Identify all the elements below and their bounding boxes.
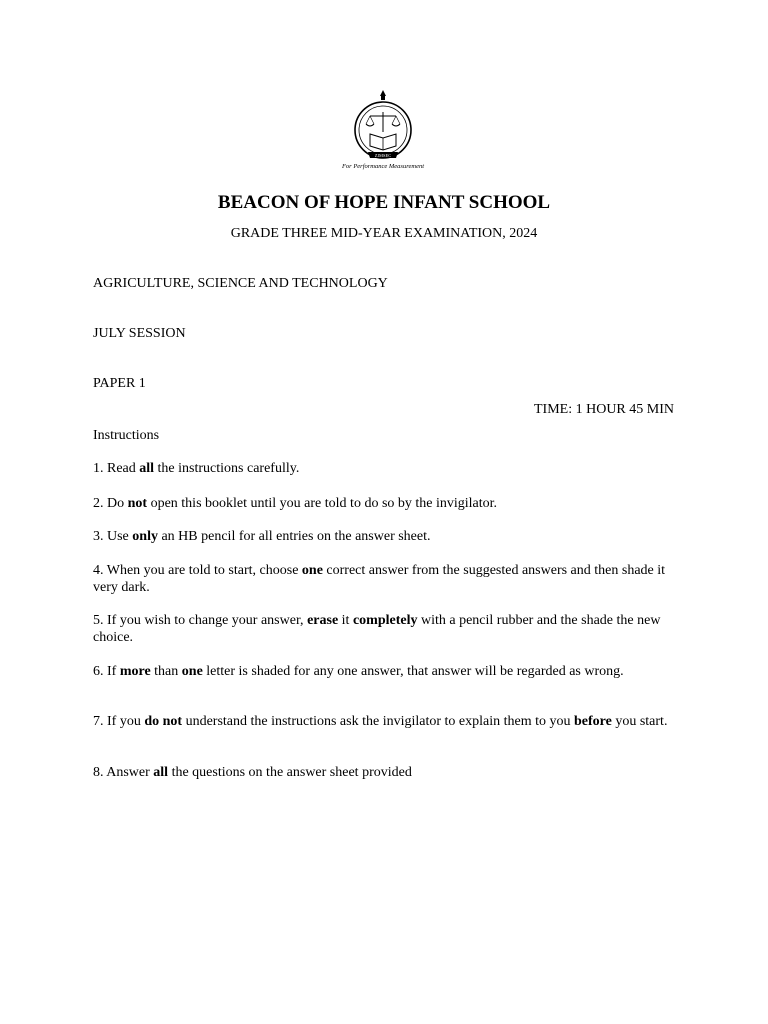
instruction-text: 2. Do	[93, 496, 128, 511]
instruction-text: an HB pencil for all entries on the answer sheet.	[157, 529, 431, 544]
emphasis-text: all	[153, 765, 169, 780]
instruction-item	[93, 495, 683, 512]
instruction-text: 7. If you	[93, 714, 145, 729]
time-allowed: TIME: 1 HOUR 45 MIN	[534, 402, 674, 417]
instruction-text: 1. Read	[93, 461, 140, 476]
emphasis-text: more	[119, 664, 151, 679]
instruction-text: with a pencil rubber and the shade the new choice.	[93, 613, 661, 645]
logo-motto: For Performance Measurement	[341, 163, 425, 170]
instruction-text: 6. If	[93, 664, 120, 679]
instruction-item	[93, 663, 683, 680]
instruction-text: than	[150, 664, 182, 679]
instruction-item	[93, 764, 683, 781]
instruction-text: open this booklet until you are told to do so by the invigilator.	[147, 496, 498, 511]
instruction-text: 4. When you are told to start, choose	[93, 563, 302, 578]
exam-title: GRADE THREE MID-YEAR EXAMINATION, 2024	[230, 226, 538, 241]
instructions-heading: Instructions	[93, 428, 160, 443]
emphasis-text: completely	[352, 613, 418, 628]
paper-number: PAPER 1	[93, 376, 146, 391]
instruction-text: correct answer from the suggested answers and then shade it very dark.	[93, 563, 666, 595]
exam-session: JULY SESSION	[93, 326, 186, 341]
instruction-text: it	[338, 613, 353, 628]
emphasis-text: one	[301, 563, 323, 578]
emphasis-text: all	[139, 461, 155, 476]
instruction-text: the questions on the answer sheet provided	[168, 765, 412, 780]
instruction-item	[93, 528, 683, 545]
instruction-text: 5. If you wish to change your answer,	[93, 613, 308, 628]
instruction-text: 8. Answer	[93, 765, 154, 780]
subject-name: AGRICULTURE, SCIENCE AND TECHNOLOGY	[93, 276, 388, 291]
logo-badge-text: ZIMSEC	[374, 153, 392, 158]
instruction-item	[93, 460, 683, 477]
emphasis-text: erase	[307, 613, 339, 628]
logo-emblem-icon	[330, 88, 436, 170]
instruction-text: 3. Use	[93, 529, 133, 544]
instruction-text: letter is shaded for any one answer, that answer will be regarded as wrong.	[202, 664, 624, 679]
instruction-item	[93, 713, 683, 730]
instruction-text: the instructions carefully.	[154, 461, 300, 476]
emphasis-text: one	[181, 664, 203, 679]
instruction-text: you start.	[611, 714, 668, 729]
zimsec-logo	[330, 88, 436, 170]
instruction-item	[93, 612, 683, 646]
emphasis-text: do not	[144, 714, 183, 729]
emphasis-text: before	[574, 714, 612, 729]
instruction-text: understand the instructions ask the invigilator to explain them to you	[182, 714, 574, 729]
instruction-item	[93, 562, 683, 596]
emphasis-text: not	[127, 496, 148, 511]
school-name: BEACON OF HOPE INFANT SCHOOL	[217, 192, 551, 213]
emphasis-text: only	[132, 529, 158, 544]
